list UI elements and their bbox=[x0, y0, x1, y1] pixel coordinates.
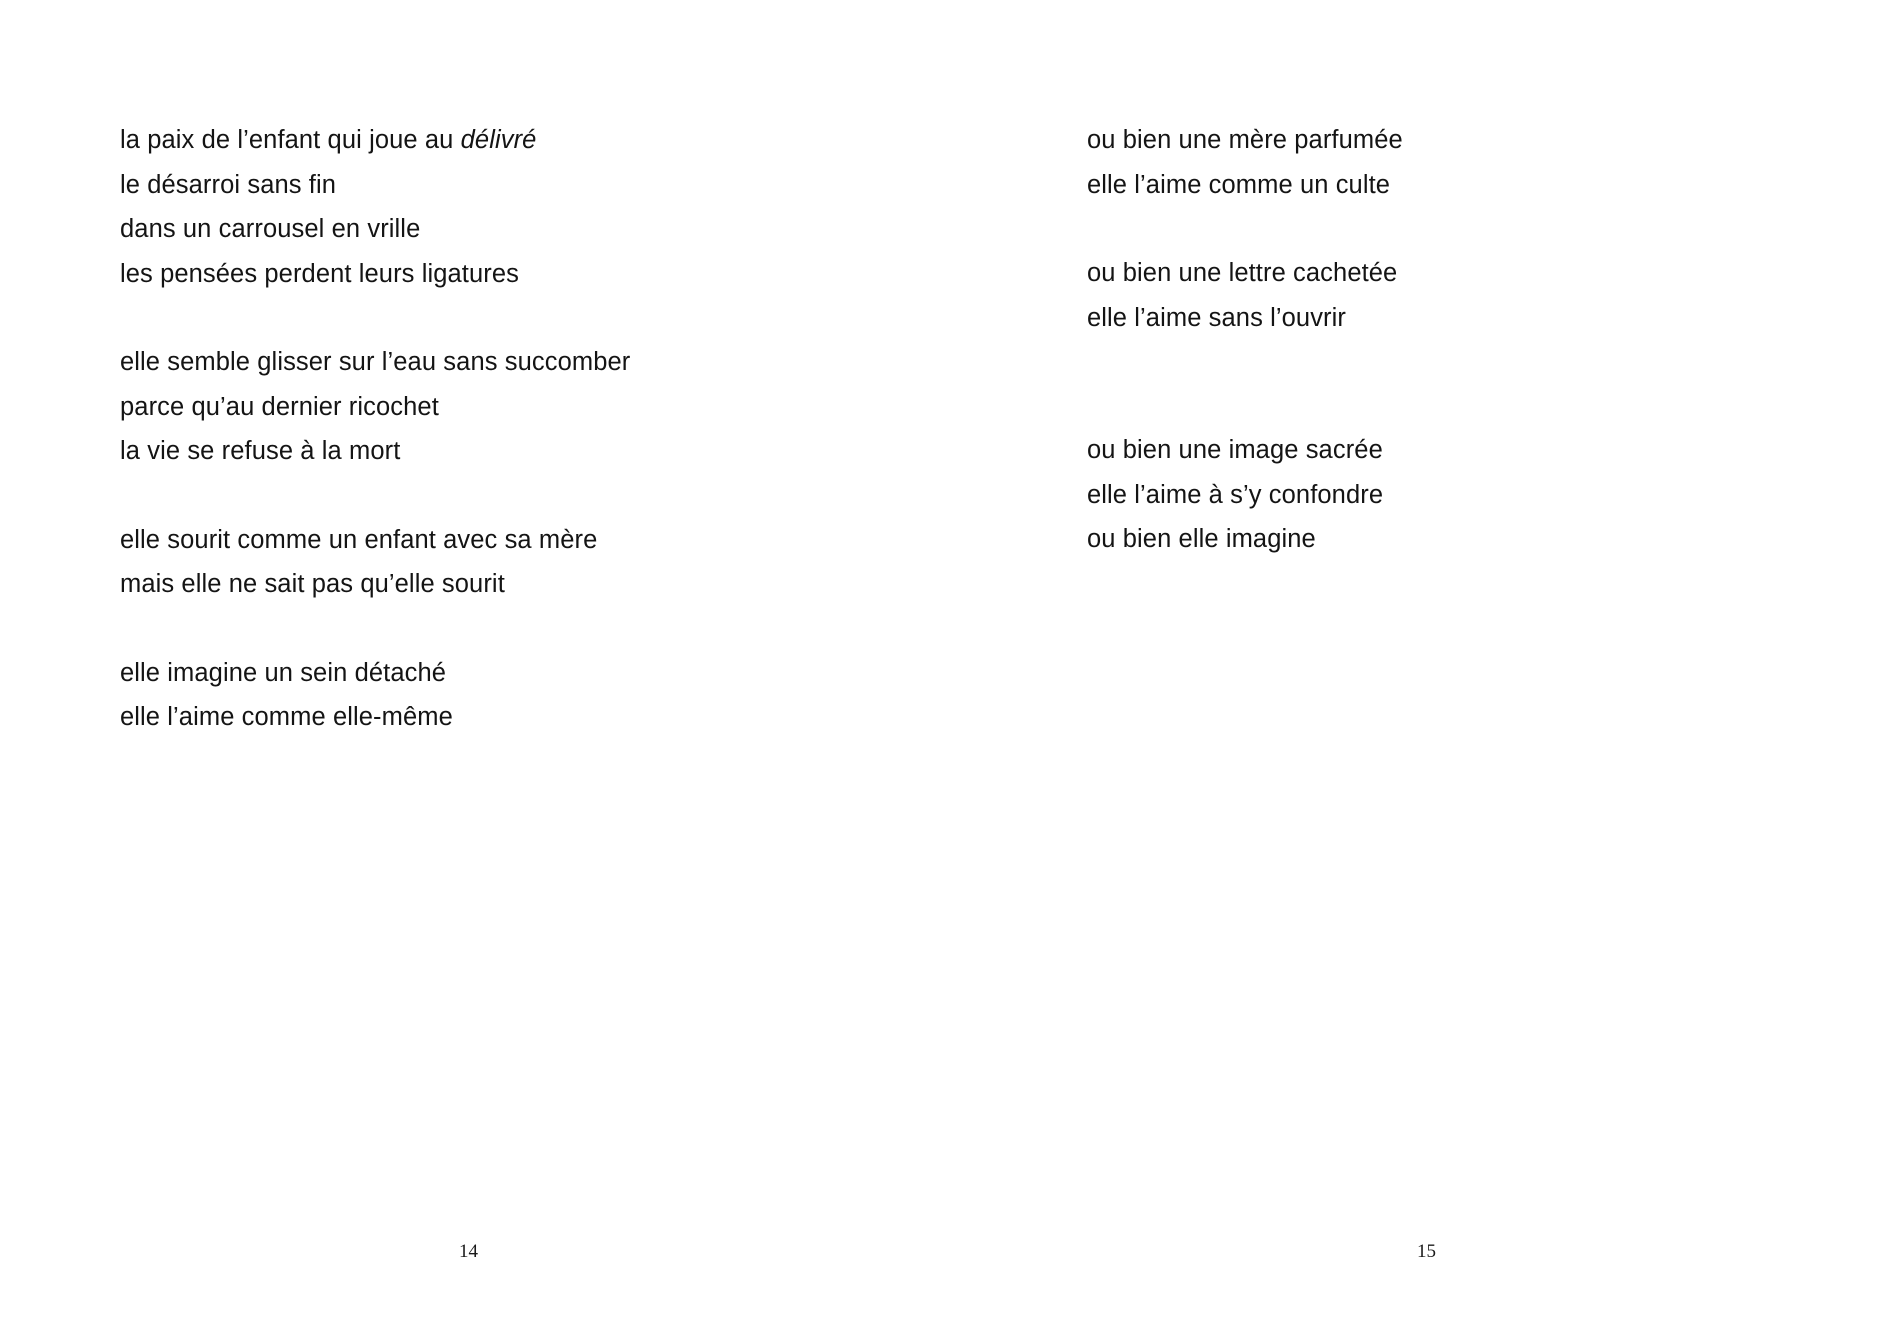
stanza bbox=[120, 518, 945, 607]
stanza bbox=[120, 651, 945, 740]
poem-line: les pensées perdent leurs ligatures bbox=[120, 259, 519, 288]
stanza bbox=[120, 340, 945, 474]
poem-line: elle semble glisser sur l’eau sans succomber bbox=[120, 348, 631, 376]
poem-line: le désarroi sans fin bbox=[120, 170, 337, 199]
stanza bbox=[1087, 118, 1890, 207]
page-number-left: 14 bbox=[459, 1241, 478, 1262]
page-number-right: 15 bbox=[1417, 1241, 1436, 1262]
poem-line: elle imagine un sein détaché bbox=[120, 658, 447, 687]
poem-line: elle l’aime à s’y confondre bbox=[1087, 480, 1384, 509]
poem-line: ou bien une mère parfumée bbox=[1087, 126, 1403, 154]
poem-line: elle l’aime comme un culte bbox=[1087, 170, 1391, 199]
poem-body-right bbox=[1087, 118, 1890, 562]
page-right bbox=[945, 0, 1890, 1339]
poem-line: ou bien une image sacrée bbox=[1087, 436, 1383, 464]
poem-line: elle l’aime comme elle-même bbox=[120, 703, 453, 731]
poem-line: dans un carrousel en vrille bbox=[120, 215, 421, 243]
poem-line: elle l’aime sans l’ouvrir bbox=[1087, 303, 1347, 332]
poem-line: parce qu’au dernier ricochet bbox=[120, 392, 439, 421]
stanza-spacer bbox=[1087, 384, 1890, 428]
stanza bbox=[120, 118, 945, 296]
line-emphasis: délivré bbox=[460, 126, 537, 154]
poem-line: ou bien elle imagine bbox=[1087, 525, 1316, 553]
poem-body-left bbox=[120, 118, 945, 740]
poem-line: mais elle ne sait pas qu’elle sourit bbox=[120, 570, 505, 598]
poem-line: ou bien une lettre cachetée bbox=[1087, 259, 1398, 287]
stanza bbox=[1087, 428, 1890, 562]
stanza bbox=[1087, 251, 1890, 340]
poem-line: elle sourit comme un enfant avec sa mère bbox=[120, 525, 598, 554]
poem-line: la vie se refuse à la mort bbox=[120, 437, 401, 465]
line-text: la paix de l’enfant qui joue au bbox=[120, 126, 461, 154]
poem-line bbox=[120, 118, 945, 163]
